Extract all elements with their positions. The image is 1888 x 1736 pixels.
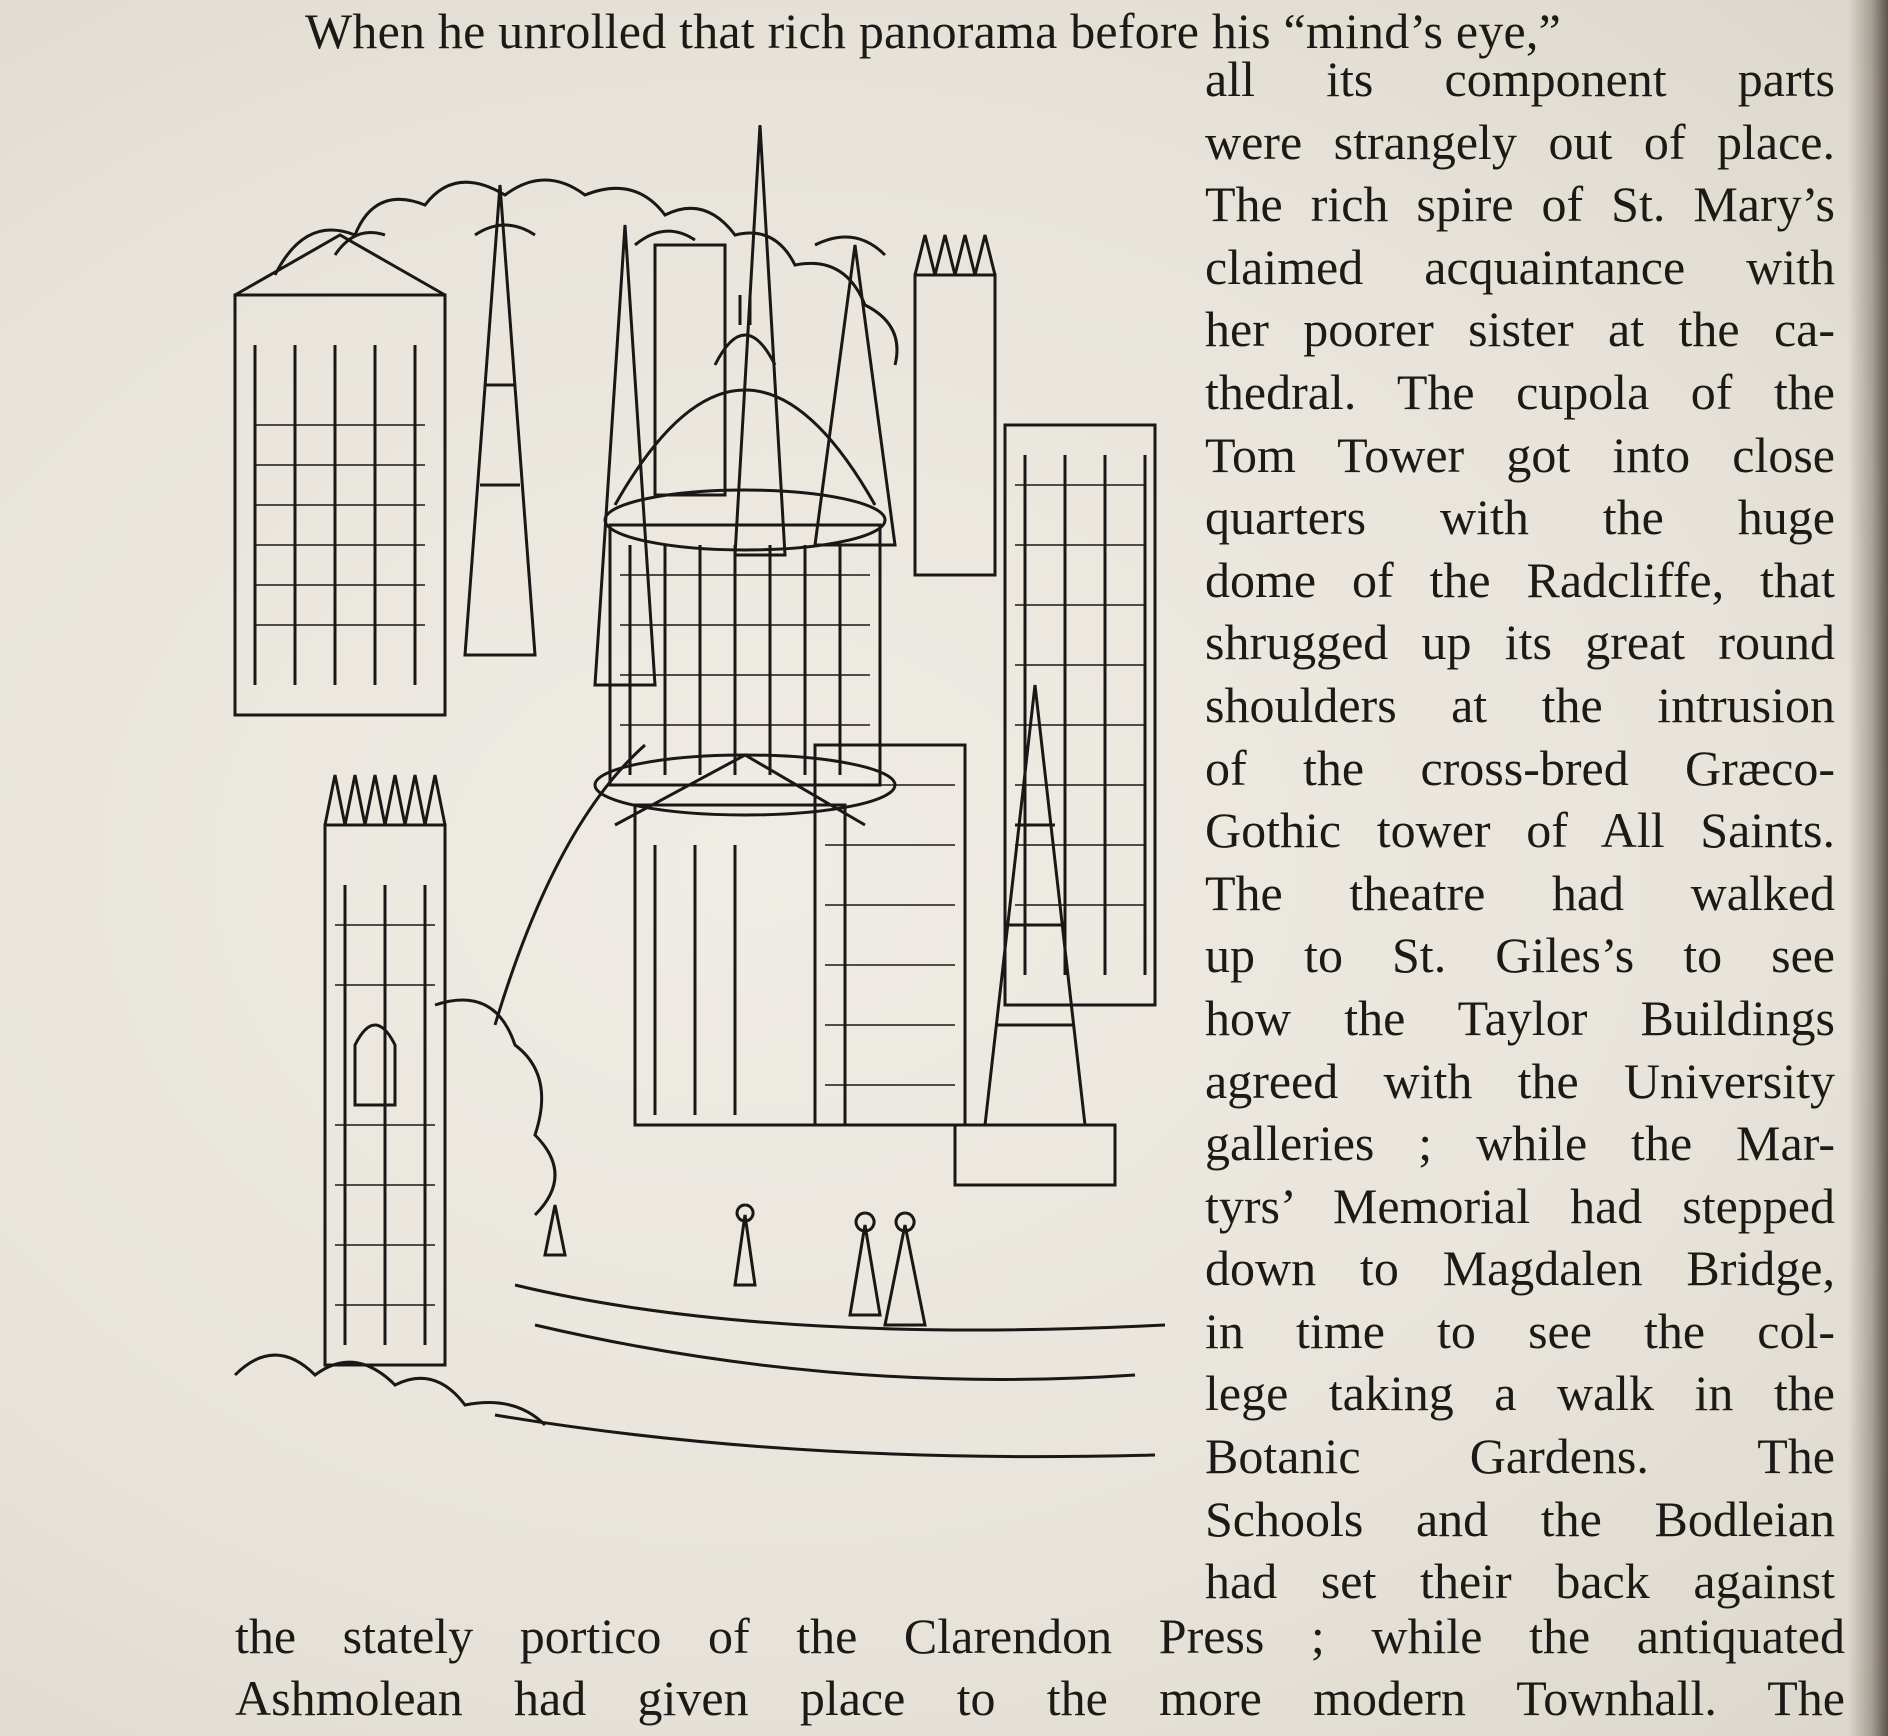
text-line: shoulders at the intrusion xyxy=(1205,676,1835,733)
right-text-column xyxy=(1205,48,1835,1613)
text-line-opening: When he unrolled that rich panorama before his “mind’s eye,” xyxy=(305,3,1561,59)
text-line: had set their back against xyxy=(1205,1553,1835,1610)
text-line: quarters with the huge xyxy=(1205,489,1835,546)
text-line: tyrs’ Memorial had stepped xyxy=(1205,1177,1835,1234)
text-line: her poorer sister at the ca- xyxy=(1205,301,1835,358)
engraving-illustration xyxy=(215,125,1175,1535)
text-line: up to St. Giles’s to see xyxy=(1205,927,1835,984)
text-line: Gothic tower of All Saints. xyxy=(1205,802,1835,859)
page-gutter-shadow xyxy=(1848,0,1888,1736)
text-line: Tom Tower got into close xyxy=(1205,426,1835,483)
text-line: how the Taylor Buildings xyxy=(1205,989,1835,1046)
bottom-text-block xyxy=(235,1605,1845,1729)
text-line: Botanic Gardens. The xyxy=(1205,1428,1835,1485)
text-line: down to Magdalen Bridge, xyxy=(1205,1240,1835,1297)
text-line: thedral. The cupola of the xyxy=(1205,363,1835,420)
text-line: in time to see the col- xyxy=(1205,1302,1835,1359)
text-line: of the cross-bred Græco- xyxy=(1205,739,1835,796)
text-line: lege taking a walk in the xyxy=(1205,1365,1835,1422)
text-line: Ashmolean had given place to the more modern Townhall. The xyxy=(235,1670,1845,1726)
text-line: all its component parts xyxy=(1205,51,1835,107)
text-line: galleries ; while the Mar- xyxy=(1205,1115,1835,1172)
text-line: agreed with the University xyxy=(1205,1052,1835,1109)
text-line: claimed acquaintance with xyxy=(1205,238,1835,295)
text-line: The theatre had walked xyxy=(1205,864,1835,921)
text-line: the stately portico of the Clarendon Press ; while the antiquated xyxy=(235,1608,1845,1664)
text-line: dome of the Radcliffe, that xyxy=(1205,551,1835,608)
oxford-buildings-engraving xyxy=(215,125,1175,1535)
text-line: The rich spire of St. Mary’s xyxy=(1205,176,1835,233)
text-line: shrugged up its great round xyxy=(1205,614,1835,671)
text-line: were strangely out of place. xyxy=(1205,113,1835,170)
text-line: Schools and the Bodleian xyxy=(1205,1490,1835,1547)
